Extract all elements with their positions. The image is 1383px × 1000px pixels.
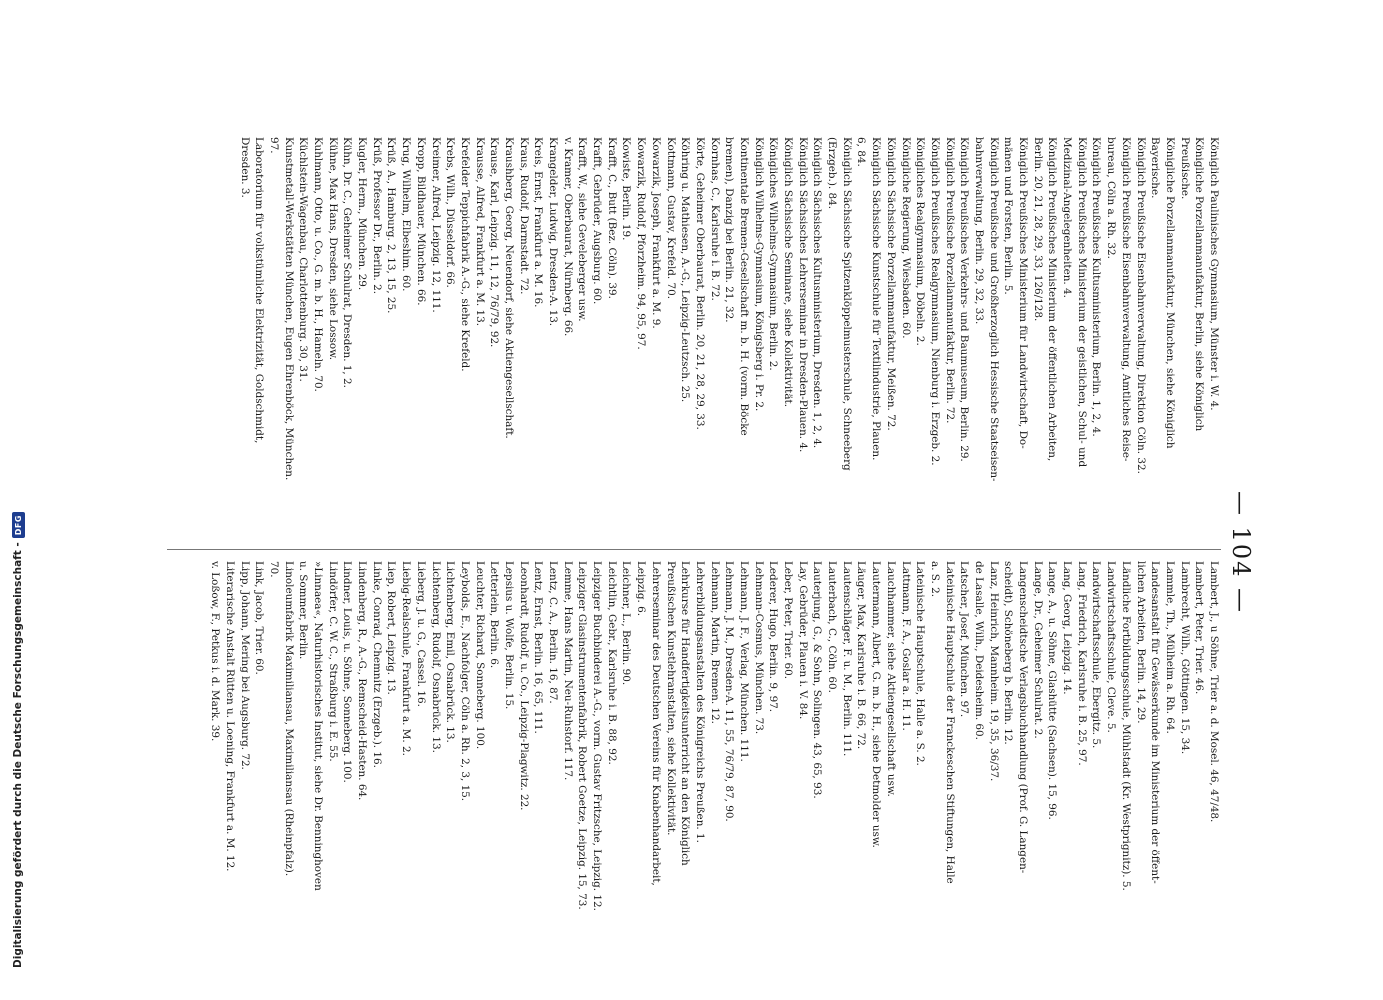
index-entry: v. Kramer, Oberbaurat, Nürnberg. 66. bbox=[561, 137, 574, 337]
index-entry: Kontinentale Bremen-Gesellschaft m. b. H. (vorm. Böcke bbox=[738, 137, 750, 436]
index-entry: Lindenberg, R., A.-G., Remscheid-Hasten. 64. bbox=[356, 561, 369, 801]
index-entry: Leipzig. 6. bbox=[635, 561, 648, 616]
index-entry: Lauterbach, C., Cöln. 60. bbox=[826, 561, 839, 693]
index-entry: Lentz, C. A., Berlin. 16, 87. bbox=[547, 561, 560, 704]
index-entry: Linoleumfabrik Maximiliansau, Maximiliansau (Rheinpfalz). bbox=[282, 561, 295, 877]
index-entry: Königlich Preußische Eisenbahnverwaltung, Amtliches Reise- bbox=[1119, 137, 1132, 462]
index-entry: Krug, Wilhelm, Elbeshim. 60. bbox=[400, 137, 413, 292]
index-entry: Lammle, Th., Mülheim a. Rh. 64. bbox=[1163, 561, 1176, 734]
index-entry: v. Loßow, F., Petkus i. d. Mark. 39. bbox=[209, 561, 222, 742]
index-entry: Lauterjung, G., & Sohn, Solingen. 43, 65, 93. bbox=[811, 561, 824, 799]
index-entry: Königlich Sächsische Kunstschule für Textilindustrie, Plauen. bbox=[870, 137, 883, 461]
index-entry: Kühn, Dr. C., Geheimer Schulrat, Dresden. 1, 2. bbox=[341, 137, 354, 388]
index-entry: Kunstmetall-Werkstätten München, Eugen Ehrenböck, München. bbox=[282, 137, 295, 481]
index-entry: Latscher, Josef, München. 97. bbox=[958, 561, 971, 718]
index-entry: Königliches Wilhelms-Gymnasium, Berlin. 2. bbox=[767, 137, 780, 371]
index-entry: Lentz, Ernst, Berlin. 16, 65, 111. bbox=[532, 561, 545, 734]
index-entry: bremen), Danzig bei Berlin. 21, 32. bbox=[723, 137, 736, 323]
index-entry: Leybolds, E., Nachfolger, Cöln a. Rh. 2, 3, 15. bbox=[458, 561, 471, 802]
index-entry: Lambert, J., u Söhne, Trier a. d. Mosel. 46, 47/48. bbox=[1208, 561, 1220, 823]
index-entry: Leipziger Glasinstrumentenfabrik, Robert Goetze, Leipzig. 15, 73. bbox=[576, 561, 589, 910]
index-entry: bahnverwaltung, Berlin. 29, 32, 33. bbox=[973, 137, 985, 325]
index-entry: Bayerische. bbox=[1149, 137, 1162, 199]
index-entry: (Erzgeb.). 84. bbox=[826, 137, 839, 210]
index-entry: Kottmann, Gustav, Krefeld. 70. bbox=[664, 137, 677, 300]
index-entry: Krafft, C., Butt (Bez. Cöln). 39. bbox=[605, 137, 618, 299]
index-entry: Körte, Geheimer Oberbaurat, Berlin. 20, 21, 28, 29, 33. bbox=[693, 137, 706, 430]
footer-text: Digitalisierung gefördert durch die Deutsche Forschungsgemeinschaft - bbox=[12, 542, 24, 968]
index-entry: Lehrerbildungsanstalten des Königreichs Preußen. 1. bbox=[693, 561, 706, 843]
index-entry: Königlich Sächsische Porzellanmanufaktur, Meißen. 72. bbox=[884, 137, 897, 431]
index-entry: Lindner, Louis, u. Söhne, Sonneberg. 100. bbox=[341, 561, 354, 783]
index-entry: Kugler, Herm., München. 29. bbox=[356, 137, 369, 291]
index-entry: Königliche Regierung, Wiesbaden. 60. bbox=[899, 137, 912, 339]
index-entry: Lehmann, Martin, Bremen. 12. bbox=[708, 561, 721, 724]
index-entry: Königlich Preußische und Großherzoglich Hessische Staatseisen- bbox=[987, 137, 1000, 482]
index-entry: 70. bbox=[268, 561, 280, 578]
index-entry: 97. bbox=[268, 137, 280, 154]
index-entry: scheidt), Schöneberg b. Berlin. 12. bbox=[1002, 561, 1015, 745]
index-entry: Preußischen Kunstlehranstalten, siehe Kollektivität. bbox=[664, 561, 677, 836]
index-entry: Königlich Paulinisches Gymnasium, Münster i. W. 4. bbox=[1208, 137, 1220, 411]
index-entry: 6, 84. bbox=[855, 137, 868, 167]
index-entry: Kropp, Bildhauer, München. 66. bbox=[414, 137, 427, 306]
index-entry: Landwirtschaftsschule, Ebergitz. 5. bbox=[1090, 561, 1103, 749]
index-entry: a. S. 2. bbox=[928, 561, 941, 598]
index-entry: Kraus, Rudolf, Darmstadt. 72. bbox=[517, 137, 530, 295]
index-entry: Kornhas, C., Karlsruhe i. B. 72. bbox=[708, 137, 721, 301]
index-entry: mänen und Forsten, Berlin. 5. bbox=[1002, 137, 1015, 295]
index-entry: Königlich Preußisches Verkehrs- und Baumuseum, Berlin. 29. bbox=[958, 137, 971, 462]
index-entry: Lederer, Hugo, Berlin. 9, 97. bbox=[767, 561, 780, 713]
index-entry: Kowarzik, Joseph, Frankfurt a. M. 9. bbox=[649, 137, 662, 329]
index-entry: Krause, Karl, Leipzig. 11, 12, 76/79, 92. bbox=[488, 137, 501, 348]
index-entry: Königliche Porzellanmanufaktur, Berlin, siehe Königlich bbox=[1193, 137, 1206, 432]
index-entry: Königlich Preußische Eisenbahnverwaltung, Direktion Cöln. 32. bbox=[1134, 137, 1147, 474]
dfg-logo: DFG bbox=[12, 512, 25, 538]
index-entry: Königliches Realgymnasium, Döbeln. 2. bbox=[914, 137, 927, 346]
index-entry: Lang, Georg, Leipzig. 14. bbox=[1061, 561, 1074, 695]
right-column bbox=[208, 561, 1221, 965]
index-entry: Lehmann, J. M., Dresden-A. 11, 55, 76/79, 87, 90. bbox=[723, 561, 736, 822]
index-entry: Lepsius u. Wolfe, Berlin. 15. bbox=[503, 561, 515, 710]
index-entry: Königlich Wilhelms-Gymnasium, Königsberg i. Pr. 2. bbox=[752, 137, 765, 412]
index-entry: Kraushberg, Georg, Neuendorf, siehe Aktiengesellschaft. bbox=[503, 137, 515, 439]
index-entry: Literarische Anstalt Rütten u. Loening, Frankfurt a. M. 12. bbox=[223, 561, 236, 872]
index-entry: Ländliche Fortbildungsschule, Mühlstadt (Kr. Westprignitz). 5. bbox=[1119, 561, 1132, 891]
index-entry: Link, Jacob, Trier. 60. bbox=[253, 561, 266, 675]
page-number: — 104 — bbox=[1227, 490, 1255, 615]
index-entry: Lattmann, F. A., Goslar a. H. 11. bbox=[899, 561, 912, 731]
index-entry: Lichtenberg, Emil, Osnabrück. 13. bbox=[444, 561, 457, 743]
index-entry: Lange, Dr., Geheimer Schulrat. 2. bbox=[1031, 561, 1044, 739]
index-entry: Lautermann, Albert, G. m. b. H., siehe Detmolder usw. bbox=[870, 561, 883, 848]
index-entry: Läuger, Max, Karlsruhe i. B. 66, 72. bbox=[855, 561, 868, 750]
index-entry: Kuhlmann, Otto, u. Co., G. m. b. H., Hameln. 70. bbox=[312, 137, 325, 392]
index-entry: Leipziger Buchbinderei A.-G., vorm. Gustav Fritzsche, Leipzig. 12. bbox=[591, 561, 604, 911]
index-entry: Kühne, Max Hans, Dresden, siehe Lossow. bbox=[326, 137, 339, 361]
index-entry: Linke, Conrad, Chemnitz (Erzgeb.). 16. bbox=[370, 561, 383, 768]
index-entry: Königlich Sächsisches Lehrerseminar in Dresden-Plauen. 4. bbox=[796, 137, 809, 453]
index-entry: »Linnaea«, Naturhistorisches Institut, siehe Dr. Benninghoven bbox=[312, 561, 325, 891]
index-entry: Lanz, Heinrich, Mannheim. 19, 35, 36/37. bbox=[987, 561, 1000, 782]
index-entry: de Lasalle, Wilh., Deidesheim. 60. bbox=[973, 561, 985, 740]
index-entry: Kowarzik, Rudolf, Pforzheim. 94, 95, 97. bbox=[635, 137, 648, 350]
index-entry: Krafft, Gebrüder, Augsburg. 60. bbox=[591, 137, 604, 305]
index-entry: Langenscheidtsche Verlagsbuchhandlung (Prof. G. Langen- bbox=[1017, 561, 1030, 874]
index-entry: Lehmann, J. F., Verlag, München. 111. bbox=[738, 561, 750, 762]
index-entry: Krefelder Teppichfabrik A.-G., siehe Krefeld. bbox=[458, 137, 471, 372]
index-entry: Königlich Preußisches Ministerium der geistlichen, Schul- und bbox=[1075, 137, 1088, 468]
index-entry: u. Sommer, Berlin. bbox=[297, 561, 310, 660]
index-entry: Preußische. bbox=[1178, 137, 1191, 200]
index-entry: Lauchhammer, siehe Aktiengesellschaft usw. bbox=[884, 561, 897, 797]
index-entry: Leuchter, Richard, Sonneberg. 100. bbox=[473, 561, 486, 750]
index-entry: Lichtenberg, Rudolf, Osnabrück. 13. bbox=[429, 561, 442, 753]
scanned-page bbox=[141, 125, 1261, 980]
index-entry: Leonhardt, Rudolf, u. Co., Leipzig-Plagwitz. 22. bbox=[517, 561, 530, 811]
index-entry: Krebs, Wilh., Düsseldorf. 66. bbox=[444, 137, 457, 288]
index-entry: Dresden. 3. bbox=[238, 137, 251, 198]
index-entry: Krüß, A., Hamburg. 2, 13, 15, 25. bbox=[385, 137, 398, 314]
digitization-footer bbox=[8, 0, 28, 968]
index-entry: Krüß, Professor Dr., Berlin. 2. bbox=[370, 137, 383, 295]
index-entry: Lehrkurse für Handfertigkeitsunterricht an den Königlich bbox=[679, 561, 692, 866]
index-entry: Kowiste, Berlin. 19. bbox=[620, 137, 633, 241]
index-entry: Lay, Gebrüder, Plauen i. V. 84. bbox=[796, 561, 809, 720]
index-entry: lichen Arbeiten, Berlin. 14, 29. bbox=[1134, 561, 1147, 724]
index-entry: Lange, A., u. Söhne, Glashütte (Sachsen). 15, 96. bbox=[1046, 561, 1059, 820]
index-entry: Laboratorium für volkstümliche Elektrizität, Goldschmidt, bbox=[253, 137, 266, 444]
index-entry: Lipp, Johann, Mering bei Augsburg. 72. bbox=[238, 561, 251, 770]
index-entry: Königlich Preußisches Ministerium für Landwirtschaft, Do- bbox=[1017, 137, 1030, 449]
index-entry: Lieberg, J. u. G., Cassel. 16. bbox=[414, 561, 427, 707]
index-entry: Leichtlin, Gebr., Karlsruhe i. B. 88, 92. bbox=[605, 561, 618, 765]
index-entry: Kreimer, Alfred, Leipzig. 12, 111. bbox=[429, 137, 442, 313]
index-entry: Lautenschläger, F. u. M., Berlin. 111. bbox=[840, 561, 853, 757]
index-entry: Küchlstein-Wagenbau, Charlottenburg. 30, 31. bbox=[297, 137, 310, 382]
index-entry: Liep, Robert, Leipzig. 13. bbox=[385, 561, 398, 695]
index-entry: Landesanstalt für Gewässerkunde im Ministerium der öffent- bbox=[1149, 561, 1162, 884]
index-entry: Lang, Friedrich, Karlsruhe i. B. 25, 97. bbox=[1075, 561, 1088, 766]
index-entry: Königlich Sächsische Spitzenklöppelmusterschule, Schneeberg bbox=[840, 137, 853, 471]
index-entry: Königlich Preußisches Ministerium der öffentlichen Arbeiten, bbox=[1046, 137, 1059, 462]
index-entry: Leichner, L., Berlin. 90. bbox=[620, 561, 633, 686]
index-entry: Königliche Porzellanmanufaktur, München, siehe Königlich bbox=[1163, 137, 1176, 449]
column-divider bbox=[167, 549, 1221, 550]
index-entry: Königlich Preußische Porzellanmanufaktur, Berlin. 72. bbox=[943, 137, 956, 424]
index-entry: Krafft, W., siehe Geveleberger usw. bbox=[576, 137, 589, 322]
index-entry: Königlich Sächsisches Kultusministerium, Dresden. 1, 2, 4. bbox=[811, 137, 824, 449]
index-entry: Lehrerseminar des Deutschen Vereins für Knabenhandarbeit, bbox=[649, 561, 662, 886]
page-number-value: 104 bbox=[1227, 526, 1255, 579]
index-entry: Berlin. 20, 21, 28, 29, 33, 126/128. bbox=[1031, 137, 1044, 322]
left-column bbox=[237, 137, 1221, 541]
index-entry: Lehmann-Cosmus, München. 73. bbox=[752, 561, 765, 735]
index-entry: Lambrecht, Wilh., Göttingen. 15, 34. bbox=[1178, 561, 1191, 755]
index-entry: Lemme, Hans Martin, Neu-Ruhstorf. 117. bbox=[561, 561, 574, 781]
index-entry: Letterlein, Berlin. 6. bbox=[488, 561, 501, 669]
index-entry: Lateinische Hauptschule, Halle a. S. 2. bbox=[914, 561, 927, 766]
index-entry: Liebig-Realschule, Frankfurt a. M. 2. bbox=[400, 561, 413, 756]
index-entry: Lateinische Hauptschule der Franckeschen Stiftungen, Halle bbox=[943, 561, 956, 884]
rotated-page-content bbox=[141, 125, 1261, 980]
index-entry: Königlich Preußisches Realgymnasium, Nienburg i. Erzgeb. 2. bbox=[928, 137, 941, 466]
index-entry: Königlich Preußisches Kultusministerium, Berlin. 1, 2, 4. bbox=[1090, 137, 1103, 437]
index-entry: Leber, Peter, Trier. 60. bbox=[782, 561, 795, 680]
index-entry: bureau, Cöln a. Rh. 32. bbox=[1105, 137, 1118, 259]
index-entry: Landwirtschaftsschule, Cleve. 5. bbox=[1105, 561, 1118, 733]
index-entry: Königlich Sächsische Seminare, siehe Kollektivität. bbox=[782, 137, 795, 408]
index-entry: Kreis, Ernst, Frankfurt a. M. 16. bbox=[532, 137, 545, 308]
index-entry: Köhring u. Mathiesen, A.-G., Leipzig-Leutzsch. 25. bbox=[679, 137, 692, 403]
index-entry: Lindörfer, C. W. C., Straßburg i. E. 55. bbox=[326, 561, 339, 762]
index-entry: Lambert, Peter, Trier. 46. bbox=[1193, 561, 1206, 695]
index-entry: Medizinal-Angelegenheiten. 4. bbox=[1061, 137, 1074, 298]
index-entry: Krangelder, Ludwig, Dresden-A. 13. bbox=[547, 137, 560, 327]
index-entry: Krausse, Alfred, Frankfurt a. M. 13. bbox=[473, 137, 486, 326]
